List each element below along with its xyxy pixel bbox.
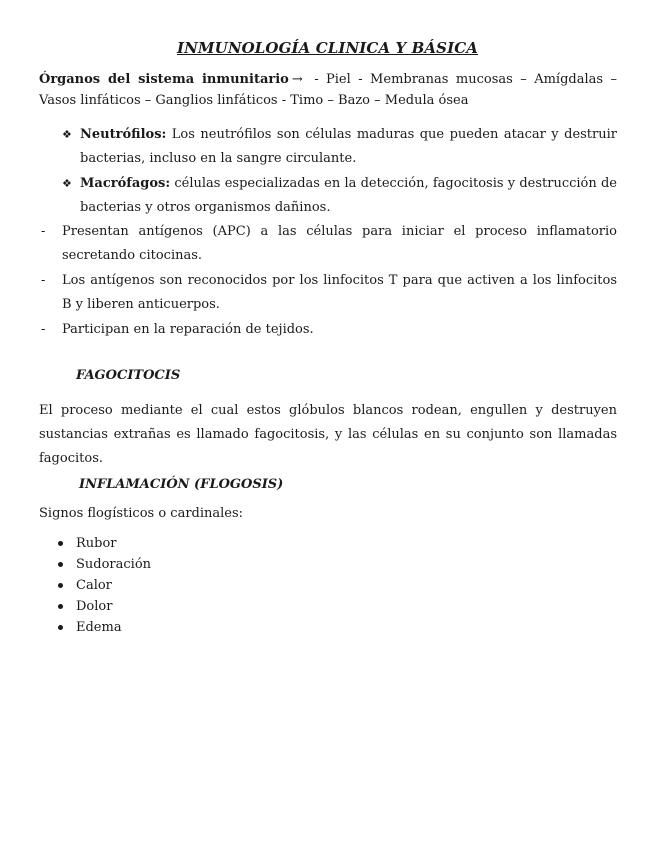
list-item: [58, 554, 151, 575]
cell-type-item-macrofagos: [62, 172, 617, 220]
immune-organs-paragraph: [39, 69, 617, 111]
bullet-dot-icon: [58, 541, 63, 546]
cell-types-list: [62, 123, 617, 221]
signos-label: Signos flogísticos o cardinales:: [39, 506, 244, 521]
function-text: Presentan antígenos (APC) a las células para iniciar el proceso inflamatorio secretando citocinas.: [62, 224, 617, 263]
function-text: Participan en la reparación de tejidos.: [62, 322, 314, 337]
bullet-dot-icon: [58, 604, 63, 609]
arrow-right-icon: →: [291, 72, 303, 87]
signo-text: Dolor: [76, 599, 113, 614]
list-item: [58, 533, 151, 554]
signo-text: Calor: [76, 578, 112, 593]
cell-type-description: Los neutrófilos son células maduras que pueden atacar y destruir bacterias, incluso en la sangre circulante.: [80, 127, 617, 166]
inflamacion-heading: INFLAMACIÓN (FLOGOSIS): [79, 477, 284, 492]
functions-list: [39, 220, 617, 343]
list-item: [58, 617, 151, 638]
signos-list: [58, 533, 151, 638]
signo-text: Edema: [76, 620, 122, 635]
list-item: [58, 596, 151, 617]
dash-bullet: -: [41, 322, 46, 337]
function-item: [39, 318, 617, 342]
function-item: [39, 269, 617, 317]
immune-organs-list: - Piel - Membranas mucosas – Amígdalas – Vasos linfáticos – Ganglios linfáticos - Timo – Bazo – Medula ósea: [39, 72, 617, 108]
cell-type-item-neutrofilos: [62, 123, 617, 171]
cell-type-description: células especializadas en la detección, fagocitosis y destrucción de bacterias y otros organismos dañinos.: [80, 176, 617, 215]
bullet-dot-icon: [58, 562, 63, 567]
dash-bullet: -: [41, 273, 46, 288]
document-title: INMUNOLOGÍA CLINICA Y BÁSICA: [177, 39, 478, 57]
fagocitosis-paragraph: El proceso mediante el cual estos glóbulos blancos rodean, engullen y destruyen sustancias extrañas es llamado fagocitosis, y las células en su conjunto son llamadas fagocitos.: [39, 403, 617, 466]
list-item: [58, 575, 151, 596]
bullet-dot-icon: [58, 625, 63, 630]
dash-bullet: -: [41, 224, 46, 239]
function-text: Los antígenos son reconocidos por los linfocitos T para que activen a los linfocitos B y liberen anticuerpos.: [62, 273, 617, 312]
fagocitosis-heading: FAGOCITOCIS: [76, 368, 181, 383]
diamond-bullet-icon: ❖: [62, 177, 72, 190]
immune-organs-label: Órganos del sistema inmunitario: [39, 72, 289, 87]
function-item: [39, 220, 617, 268]
signo-text: Sudoración: [76, 557, 152, 572]
cell-type-term: Macrófagos:: [80, 176, 171, 191]
cell-type-term: Neutrófilos:: [80, 127, 167, 142]
bullet-dot-icon: [58, 583, 63, 588]
diamond-bullet-icon: ❖: [62, 128, 72, 141]
signo-text: Rubor: [76, 536, 117, 551]
